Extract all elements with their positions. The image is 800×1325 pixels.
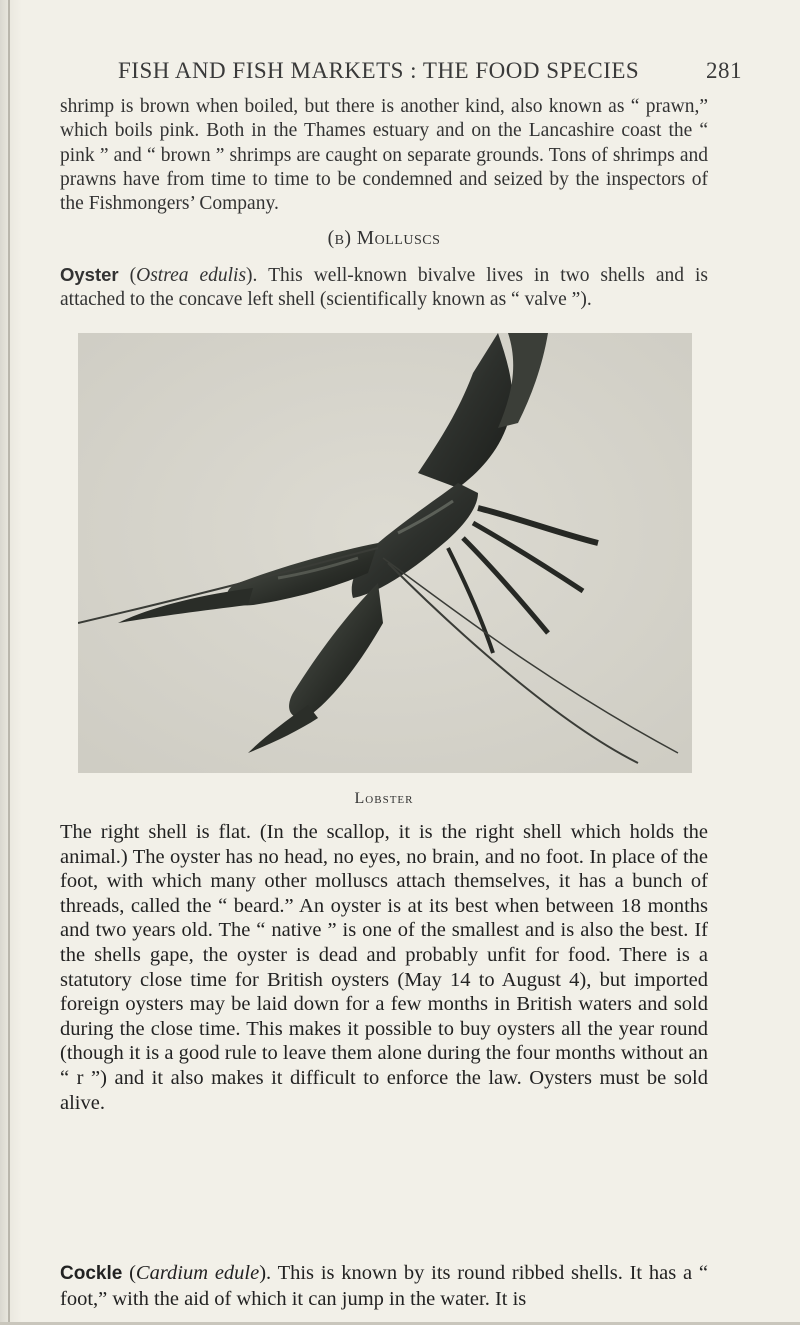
page-spine-edge (8, 0, 10, 1325)
oyster-latin-name: Ostrea edulis (136, 265, 247, 286)
paragraph-shrimp: shrimp is brown when boiled, but there is another kind, also known as “ prawn,” which boils pink. Both in the Thames estuary and on the Lancashire coast the “ pink ” and “ brown ” shrimps are caught on separate grounds. Tons of shrimps and prawns have from time to time to be condemned and seized by the inspectors of the Fishmongers’ Company. (60, 96, 708, 215)
cockle-term: Cockle (60, 1263, 123, 1284)
paragraph-oyster-intro: Oyster (Ostrea edulis). This well-known bivalve lives in two shells and is attached to the concave left shell (scientifically known as “ valve ”). (60, 264, 708, 311)
oyster-term: Oyster (60, 264, 119, 285)
section-heading-molluscs: (b) Molluscs (327, 228, 441, 249)
running-title: FISH AND FISH MARKETS : THE FOOD SPECIES (118, 58, 640, 83)
page-number: 281 (706, 58, 742, 83)
paragraph-cockle-intro: Cockle (Cardium edule). This is known by its round ribbed shells. It has a “ foot,” with the aid of which it can jump in the water. It is (60, 1262, 708, 1310)
lobster-photograph (78, 333, 692, 773)
oyster-intro-text: This well-known bivalve lives in two shells and is attached to the concave left shell (scientifically known as “ valve ”). (60, 265, 708, 311)
running-header (118, 58, 742, 88)
cockle-intro-text: This is known by its round ribbed shells. It has a “ foot,” with the aid of which it can jump in the water. It is (60, 1262, 708, 1310)
lobster-illustration (78, 333, 692, 773)
figure-caption: Lobster (354, 790, 414, 807)
paragraph-oyster: The right shell is flat. (In the scallop, it is the right shell which holds the animal.) The oyster has no head, no eyes, no brain, and no foot. In place of the foot, with which many other molluscs attach themselves, it has a bunch of threads, called the “ beard.” An oyster is at its best when between 18 months and two years old. The “ native ” is one of the smallest and is also the best. If the shells gape, the oyster is dead and probably unfit for food. There is a statutory close time for British oysters (May 14 to August 4), but imported foreign oysters may be laid down for a few months in British waters and sold during the close time. This makes it possible to buy oysters all the year round (though it is a good rule to leave them alone during the four months without an “ r ”) and it also makes it difficult to enforce the law. Oysters must be sold alive. (60, 821, 708, 1114)
cockle-latin-name: Cardium edule (135, 1262, 260, 1284)
